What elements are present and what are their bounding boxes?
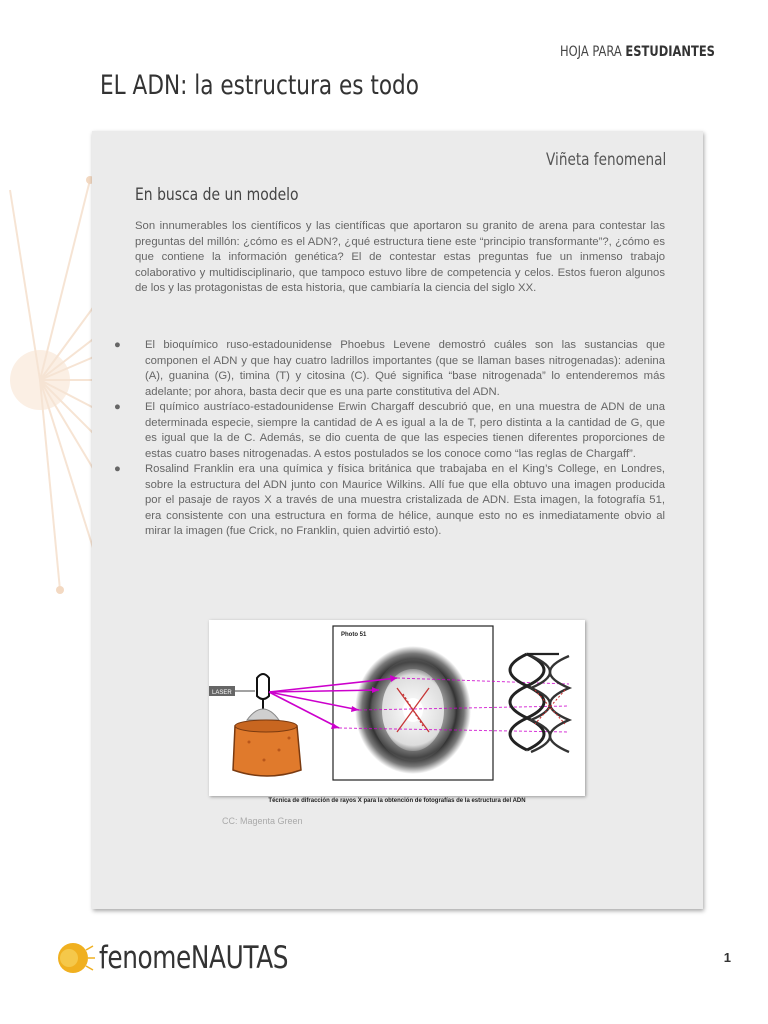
list-item — [114, 462, 665, 540]
page-title: EL ADN: la estructura es todo — [100, 70, 419, 101]
list-item-text: Rosalind Franklin era una química y física británica que trabajaba en el King’s College, en Londres, sobre la estructura del ADN junto con Maurice Wilkins. Allí fue que ella obtuvo una imagen producida por el pasaje de rayos X a través de una muestra cristalizada de ADN. Esta imagen, la fotografía 51, era consistente con una estructura en forma de hélice, aunque esto no es inmediatamente obvio al mirar la imagen (fue Crick, no Franklin, quien advirtió esto). — [145, 463, 665, 537]
worksheet-tag — [560, 44, 715, 60]
list-item-text: El bioquímico ruso-estadounidense Phoebus Levene demostró cuáles son las sustancias que componen el ADN y que hay cuatro ladrillos importantes (que se llaman bases nitrogenadas): adenina (A), guanina (G), timina (T) y citosina (C). Qué significa “base nitrogenada” lo entenderemos más adelante; por ahora, basta decir que es una parte constitutiva del ADN. — [145, 339, 665, 398]
worksheet-tag-bold: ESTUDIANTES — [625, 44, 715, 60]
sun-logo-icon — [55, 938, 95, 978]
logo-wordmark-light: fenome — [99, 940, 191, 976]
fenomenautas-logo — [55, 938, 335, 978]
bullet-icon: ● — [114, 401, 121, 413]
list-item-text: El químico austríaco-estadounidense Erwin Chargaff descubrió que, en una muestra de ADN de una determinada especie, siempre la cantidad de A es igual a la de T, pero distinta a la cantidad de G, que es igual que la de C. Además, se dio cuenta de que las especies tienen diferentes proporciones de estas cuatro bases nitrogenadas. A estos postulados se los conoce como “las reglas de Chargaff”. — [145, 401, 665, 460]
figure-caption: Técnica de difracción de rayos X para la obtención de fotografías de la estructura del ADN — [268, 798, 526, 804]
list-item — [114, 338, 665, 400]
logo-wordmark-bold: NAUTAS — [190, 940, 289, 976]
list-item — [114, 400, 665, 462]
bullet-icon: ● — [114, 339, 121, 351]
worksheet-tag-prefix: HOJA PARA — [560, 44, 622, 60]
intro-paragraph: Son innumerables los científicos y las científicas que aportaron su granito de arena para contestar las preguntas del millón: ¿cómo es el ADN?, ¿qué estructura tiene este “principio transformante”?, ¿cómo es que contiene la información genética? El de contestar estas preguntas fue un inmenso trabajo colaborativo y multidisciplinario, que tampoco estuvo libre de competencia y celos. Estos fueron algunos de los y las protagonistas de esta historia, que cambiaría la ciencia del siglo XX. — [135, 220, 665, 294]
xray-diffraction-illustration — [209, 620, 585, 796]
double-helix-icon — [510, 654, 578, 750]
bullet-icon: ● — [114, 463, 121, 475]
figure-credit: CC: Magenta Green — [222, 816, 303, 826]
laser-label: LASER — [212, 690, 232, 696]
xray-diffraction-figure — [209, 620, 585, 796]
clay-pot-icon — [233, 726, 301, 776]
page-number: 1 — [723, 950, 731, 965]
scientist-list — [114, 338, 665, 540]
vignette-card — [92, 131, 703, 909]
vignette-label: Viñeta fenomenal — [545, 150, 666, 170]
sample-clamp-icon — [257, 674, 269, 699]
logo-wordmark — [99, 940, 288, 976]
photo-label: Photo 51 — [341, 632, 367, 638]
section-title: En busca de un modelo — [135, 185, 299, 205]
